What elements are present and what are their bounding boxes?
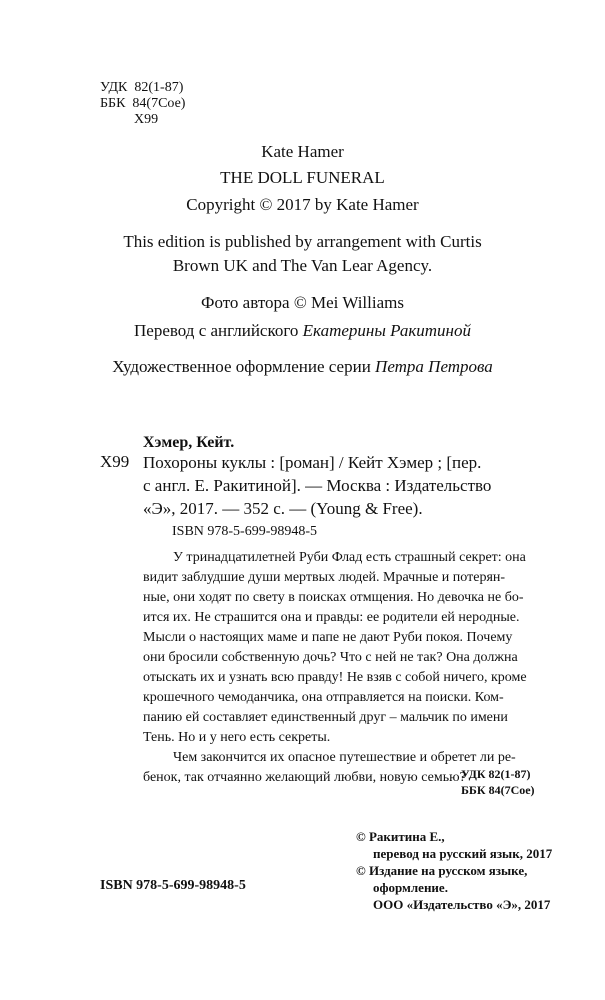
translation-credit (0, 321, 605, 341)
original-copyright: Copyright © 2017 by Kate Hamer (186, 195, 419, 214)
annotation-line: крошечного чемоданчика, она отправляется на поиски. Ком- (143, 690, 504, 705)
annotation-line: панию ей составляет единственный друг – мальчик по имени (143, 710, 508, 725)
original-title: THE DOLL FUNERAL (220, 168, 385, 187)
photo-credit-prefix: Фото автора © (201, 293, 307, 312)
annotation (143, 548, 537, 788)
bottom-bbk: ББК 84(7Сое) (461, 783, 535, 797)
photo-credit-name: Mei Williams (311, 293, 404, 312)
design-credit-prefix: Художественное оформление серии (112, 357, 371, 376)
translator-name: Екатерины Ракитиной (302, 321, 471, 340)
copyright-line: оформление. (373, 880, 448, 895)
bottom-codes (461, 766, 535, 798)
author-mark-line (100, 112, 185, 128)
udk-label: УДК (100, 80, 128, 95)
copyright-line: © Издание на русском языке, (356, 863, 528, 878)
bibliography-line: «Э», 2017. — 352 с. — (Young & Free). (143, 499, 423, 518)
annotation-line: видит заблудшие души мертвых людей. Мрачные и потерян- (143, 570, 506, 585)
annotation-line: Тень. Но и у него есть секреты. (143, 730, 331, 745)
annotation-line: ится их. Не страшится она и правды: ее родители ей неродные. (143, 610, 520, 625)
bibliography-isbn: ISBN 978-5-699-98948-5 (172, 524, 318, 539)
original-author: Kate Hamer (261, 142, 344, 161)
bibliography-line: с англ. Е. Ракитиной]. — Москва : Издательство (143, 476, 492, 495)
translation-credit-prefix: Перевод с английского (134, 321, 299, 340)
author-mark: Х99 (134, 112, 159, 127)
bbk-value: 84(7Сое) (132, 96, 186, 111)
copyright-block (356, 828, 552, 913)
bbk-label: ББК (100, 96, 126, 111)
bottom-udk: УДК 82(1-87) (461, 767, 531, 781)
copyright-line: ООО «Издательство «Э», 2017 (373, 897, 551, 912)
designer-name: Петра Петрова (375, 357, 493, 376)
bibliography-heading: Хэмер, Кейт. (143, 434, 235, 451)
annotation-line: Чем закончится их опасное путешествие и обретет ли ре- (173, 750, 516, 765)
copyright-line: перевод на русский язык, 2017 (373, 846, 553, 861)
annotation-line: ные, они ходят по свету в поисках отмщения. Но девочка не бо- (143, 590, 524, 605)
bottom-isbn: ISBN 978-5-699-98948-5 (100, 878, 246, 893)
bibliography-text (143, 451, 508, 520)
bibliography-line: Похороны куклы : [роман] / Кейт Хэмер ; [пер. (143, 453, 482, 472)
annotation-line: Мысли о настоящих маме и папе не дают Руби покоя. Почему (143, 630, 513, 645)
bibliography-code: Х99 (100, 452, 130, 471)
annotation-line: бенок, так отчаянно желающий любви, новую семью? (143, 770, 466, 785)
annotation-line: отыскать их и узнать всю правду! Не взяв с собой ничего, кроме (143, 670, 527, 685)
udk-line (100, 80, 185, 96)
photo-credit (0, 293, 605, 313)
arrangement-line-2: Brown UK and The Van Lear Agency. (172, 256, 433, 275)
bbk-line (100, 96, 185, 112)
design-credit (0, 357, 605, 377)
annotation-line: они бросили собственную дочь? Что с ней не так? Она должна (143, 650, 518, 665)
arrangement-line-1: This edition is published by arrangement with Curtis (123, 232, 482, 251)
annotation-line: У тринадцатилетней Руби Флад есть страшный секрет: она (173, 550, 526, 565)
udk-value: 82(1-87) (134, 80, 184, 95)
classification-codes (100, 80, 185, 128)
copyright-line: © Ракитина Е., (356, 829, 445, 844)
